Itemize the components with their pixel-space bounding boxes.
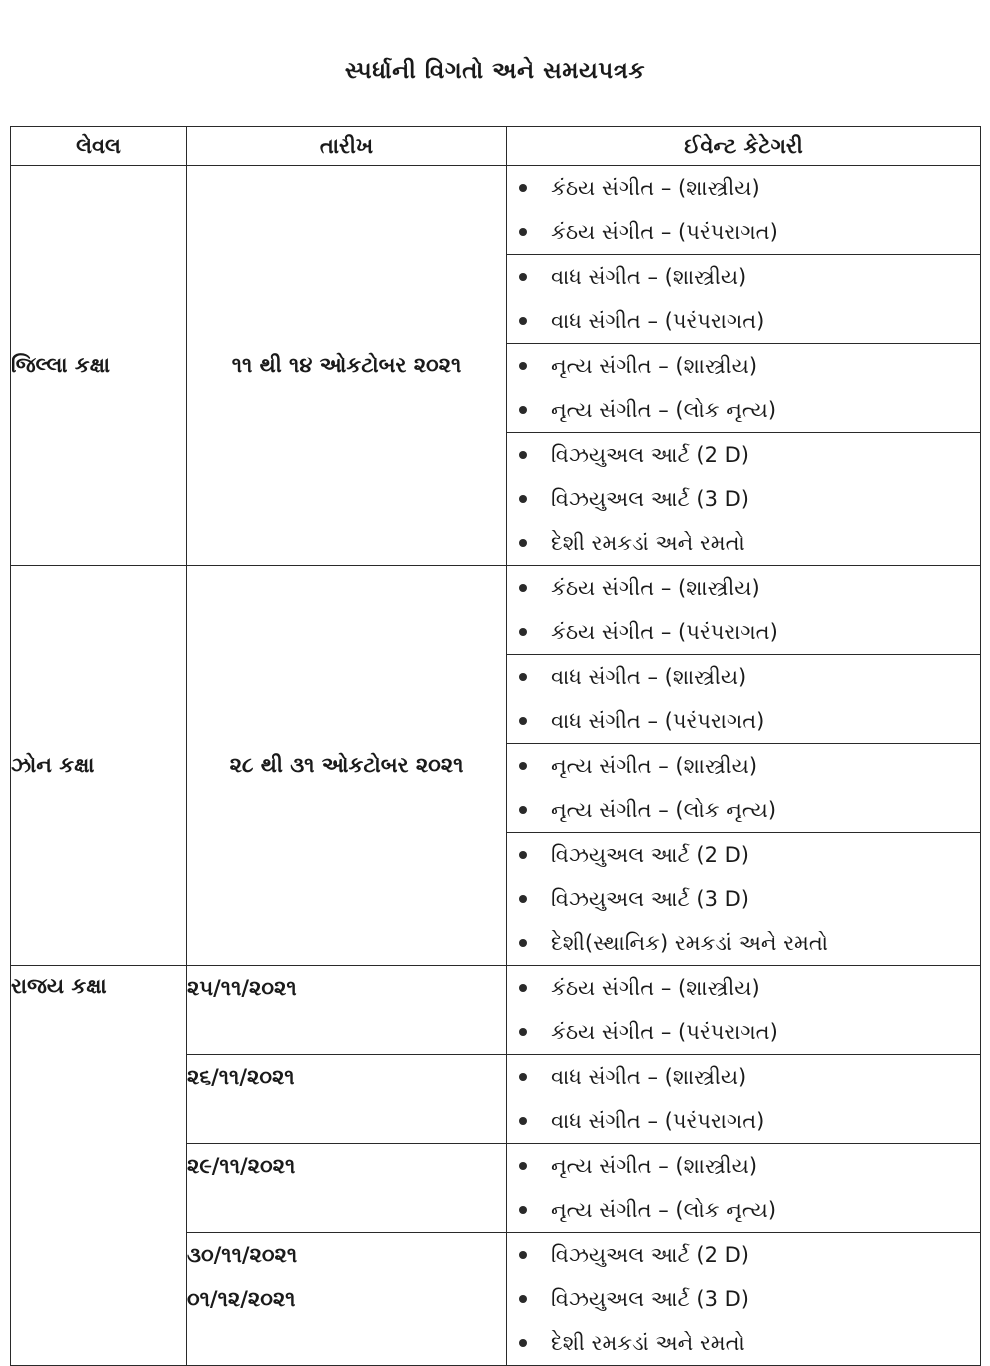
event-label: વિઝયુઅલ આર્ટ (3 D): [551, 1287, 749, 1311]
event-label: કંઠય સંગીત – (પરંપરાગત): [551, 220, 778, 244]
events-cell: [507, 744, 981, 833]
list-item: [507, 388, 980, 432]
list-item: [507, 521, 980, 565]
list-item: [507, 433, 980, 477]
date-label: ૨૬/૧૧/૨૦૨૧: [187, 1065, 295, 1089]
event-label: વિઝયુઅલ આર્ટ (2 D): [551, 843, 749, 867]
bullet-icon: [519, 317, 527, 325]
event-label: વાધ સંગીત – (પરંપરાગત): [551, 309, 765, 333]
bullet-icon: [519, 451, 527, 459]
table-header-row: [11, 127, 981, 166]
bullet-icon: [519, 984, 527, 992]
events-cell: [507, 255, 981, 344]
bullet-icon: [519, 895, 527, 903]
events-cell: [507, 1233, 981, 1366]
header-level: લેવલ: [11, 127, 187, 166]
bullet-icon: [519, 362, 527, 370]
bullet-icon: [519, 806, 527, 814]
event-label: વાધ સંગીત – (શાસ્ત્રીય): [551, 265, 747, 289]
events-cell: [507, 1055, 981, 1144]
date-cell: [187, 1144, 507, 1233]
bullet-icon: [519, 717, 527, 725]
list-item: [507, 1188, 980, 1232]
list-item: [507, 1321, 980, 1365]
date-label: ૩૦/૧૧/૨૦૨૧: [187, 1243, 298, 1267]
list-item: [507, 788, 980, 832]
event-label: વાધ સંગીત – (પરંપરાગત): [551, 709, 765, 733]
list-item: [507, 877, 980, 921]
bullet-icon: [519, 939, 527, 947]
list-item: [507, 833, 980, 877]
list-item: [507, 1099, 980, 1143]
list-item: [507, 1277, 980, 1321]
events-cell: [507, 566, 981, 655]
event-label: કંઠય સંગીત – (શાસ્ત્રીય): [551, 576, 760, 600]
bullet-icon: [519, 539, 527, 547]
list-item: [507, 344, 980, 388]
date-label: ૨૯/૧૧/૨૦૨૧: [187, 1154, 296, 1178]
event-label: વાધ સંગીત – (શાસ્ત્રીય): [551, 665, 747, 689]
bullet-icon: [519, 1251, 527, 1259]
level-cell: રાજય કક્ષા: [11, 966, 187, 1366]
bullet-icon: [519, 673, 527, 681]
table-row: [11, 166, 981, 255]
date-cell: ૧૧ થી ૧૪ ઓકટોબર ૨૦૨૧: [187, 166, 507, 566]
event-label: દેશી રમકડાં અને રમતો: [551, 1331, 745, 1355]
events-cell: [507, 344, 981, 433]
events-cell: [507, 1144, 981, 1233]
date-label: ૨૫/૧૧/૨૦૨૧: [187, 976, 297, 1000]
bullet-icon: [519, 1206, 527, 1214]
bullet-icon: [519, 628, 527, 636]
header-date: તારીખ: [187, 127, 507, 166]
list-item: [507, 566, 980, 610]
event-label: વિઝયુઅલ આર્ટ (3 D): [551, 487, 749, 511]
date-label: ૦૧/૧૨/૨૦૨૧: [187, 1287, 296, 1311]
schedule-table: [10, 126, 981, 1366]
event-label: કંઠય સંગીત – (શાસ્ત્રીય): [551, 176, 760, 200]
bullet-icon: [519, 1028, 527, 1036]
level-cell: ઝોન કક્ષા: [11, 566, 187, 966]
table-row: [11, 966, 981, 1055]
date-cell: [187, 1055, 507, 1144]
date-cell: [187, 1233, 507, 1366]
list-item: [507, 921, 980, 965]
events-cell: [507, 966, 981, 1055]
list-item: [507, 966, 980, 1010]
event-label: વિઝયુઅલ આર્ટ (2 D): [551, 443, 749, 467]
bullet-icon: [519, 1162, 527, 1170]
events-cell: [507, 433, 981, 566]
event-label: કંઠય સંગીત – (પરંપરાગત): [551, 620, 778, 644]
bullet-icon: [519, 273, 527, 281]
level-cell: જિલ્લા કક્ષા: [11, 166, 187, 566]
list-item: [507, 1010, 980, 1054]
date-cell: ૨૮ થી ૩૧ ઓકટોબર ૨૦૨૧: [187, 566, 507, 966]
list-item: [507, 477, 980, 521]
event-label: દેશી(સ્થાનિક) રમકડાં અને રમતો: [551, 931, 829, 955]
event-label: નૃત્ય સંગીત – (શાસ્ત્રીય): [551, 754, 758, 778]
event-label: વિઝયુઅલ આર્ટ (2 D): [551, 1243, 749, 1267]
list-item: [507, 655, 980, 699]
event-label: નૃત્ય સંગીત – (શાસ્ત્રીય): [551, 1154, 758, 1178]
list-item: [507, 1144, 980, 1188]
bullet-icon: [519, 762, 527, 770]
bullet-icon: [519, 406, 527, 414]
list-item: [507, 1055, 980, 1099]
table-row: [11, 566, 981, 655]
header-events: ઈવેન્ટ કેટેગરી: [507, 127, 981, 166]
page-title: સ્પર્ધાની વિગતો અને સમયપત્રક: [344, 58, 646, 84]
event-label: વાધ સંગીત – (પરંપરાગત): [551, 1109, 765, 1133]
bullet-icon: [519, 495, 527, 503]
bullet-icon: [519, 1295, 527, 1303]
list-item: [507, 1233, 980, 1277]
event-label: નૃત્ય સંગીત – (લોક નૃત્ય): [551, 398, 777, 422]
list-item: [507, 699, 980, 743]
event-label: નૃત્ય સંગીત – (શાસ્ત્રીય): [551, 354, 758, 378]
bullet-icon: [519, 228, 527, 236]
bullet-icon: [519, 1339, 527, 1347]
event-label: દેશી રમકડાં અને રમતો: [551, 531, 745, 555]
list-item: [507, 210, 980, 254]
bullet-icon: [519, 1073, 527, 1081]
list-item: [507, 610, 980, 654]
date-cell: [187, 966, 507, 1055]
events-cell: [507, 166, 981, 255]
events-cell: [507, 833, 981, 966]
event-label: વિઝયુઅલ આર્ટ (3 D): [551, 887, 749, 911]
list-item: [507, 166, 980, 210]
list-item: [507, 744, 980, 788]
event-label: નૃત્ય સંગીત – (લોક નૃત્ય): [551, 1198, 777, 1222]
event-label: કંઠય સંગીત – (પરંપરાગત): [551, 1020, 778, 1044]
event-label: વાધ સંગીત – (શાસ્ત્રીય): [551, 1065, 747, 1089]
bullet-icon: [519, 584, 527, 592]
list-item: [507, 255, 980, 299]
event-label: નૃત્ય સંગીત – (લોક નૃત્ય): [551, 798, 777, 822]
bullet-icon: [519, 851, 527, 859]
events-cell: [507, 655, 981, 744]
event-label: કંઠય સંગીત – (શાસ્ત્રીય): [551, 976, 760, 1000]
bullet-icon: [519, 1117, 527, 1125]
bullet-icon: [519, 184, 527, 192]
list-item: [507, 299, 980, 343]
